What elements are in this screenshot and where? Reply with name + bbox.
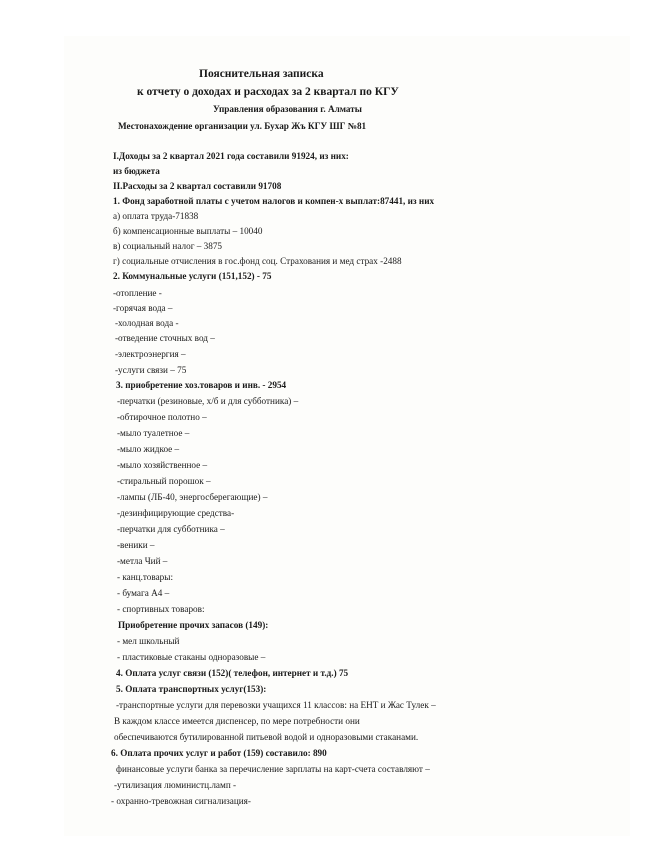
list-item: г) социальные отчисления в гос.фонд соц. Страхования и мед страх -2488 xyxy=(113,256,402,266)
organization-location: Местонахождение организации ул. Бухар Жъ КГУ ШГ №81 xyxy=(118,121,367,131)
list-item: - пластиковые стаканы одноразовые – xyxy=(117,652,266,662)
section-5-heading: 5. Оплата транспортных услуг(153): xyxy=(116,684,267,694)
document-subtitle: к отчету о доходах и расходах за 2 квартал по КГУ xyxy=(137,86,399,98)
list-item: - спортивных товаров: xyxy=(117,604,205,614)
list-item: - мел школьный xyxy=(117,636,180,646)
list-item: -транспортные услуги для перевозки учащихся 11 классов: на ЕНТ и Жас Тулек – xyxy=(116,700,436,710)
list-item: - бумага А4 – xyxy=(117,588,170,598)
expenses-heading: II.Расходы за 2 квартал составили 91708 xyxy=(113,181,282,191)
section-6-heading: 6. Оплата прочих услуг и работ (159) составило: 890 xyxy=(111,748,327,758)
list-item: -горячая вода – xyxy=(113,303,173,313)
list-item: -веники – xyxy=(117,540,155,550)
list-item: -обтирочное полотно – xyxy=(117,412,207,422)
list-item: -перчатки для субботника – xyxy=(117,524,225,534)
section-2-heading: 2. Коммунальные услуги (151,152) - 75 xyxy=(113,271,272,281)
list-item: - канц.товары: xyxy=(117,572,173,582)
list-item: -перчатки (резиновые, х/б и для субботника) – xyxy=(117,396,299,406)
list-item: -услуги связи – 75 xyxy=(115,365,187,375)
list-item: -отведение сточных вод – xyxy=(115,333,215,343)
section-3-heading: 3. приобретение хоз.товаров и инв. - 2954 xyxy=(116,380,287,390)
income-heading: I.Доходы за 2 квартал 2021 года составили 91924, из них: xyxy=(113,151,349,161)
list-item: -мыло хозяйственное – xyxy=(117,460,208,470)
paragraph-line: обеспечиваются бутилированной питьевой водой и одноразовыми стаканами. xyxy=(114,732,419,742)
other-supplies-heading: Приобретение прочих запасов (149): xyxy=(118,620,269,630)
income-source: из бюджета xyxy=(113,166,160,176)
paragraph-line: финансовые услуги банка за перечисление зарплаты на карт-счета составляют – xyxy=(116,764,430,774)
list-item: -холодная вода - xyxy=(115,318,179,328)
list-item: -дезинфицирующие средства- xyxy=(117,508,235,518)
section-1-heading: 1. Фонд заработной платы с учетом налогов и компен-х выплат:87441, из них xyxy=(113,196,435,206)
list-item: -лампы (ЛБ-40, энергосберегающие) – xyxy=(117,492,268,502)
section-4-heading: 4. Оплата услуг связи (152)( телефон, интернет и т.д.) 75 xyxy=(116,668,349,678)
list-item: -метла Чий – xyxy=(117,556,168,566)
list-item: а) оплата труда-71838 xyxy=(113,211,199,221)
list-item: -электроэнергия – xyxy=(115,349,186,359)
document-title: Пояснительная записка xyxy=(199,68,324,80)
list-item: -утилизация люминистц.ламп - xyxy=(114,780,237,790)
list-item: - охранно-тревожная сигнализация- xyxy=(111,796,251,806)
list-item: -отопление - xyxy=(113,288,162,298)
list-item: б) компенсационные выплаты – 10040 xyxy=(113,226,263,236)
list-item: в) социальный налог – 3875 xyxy=(113,241,223,251)
paragraph-line: В каждом классе имеется диспенсер, по мере потребности они xyxy=(114,716,360,726)
organization-name: Управления образования г. Алматы xyxy=(213,104,362,114)
list-item: -мыло жидкое – xyxy=(117,444,180,454)
list-item: -стиральный порошок – xyxy=(117,476,211,486)
list-item: -мыло туалетное – xyxy=(117,428,190,438)
